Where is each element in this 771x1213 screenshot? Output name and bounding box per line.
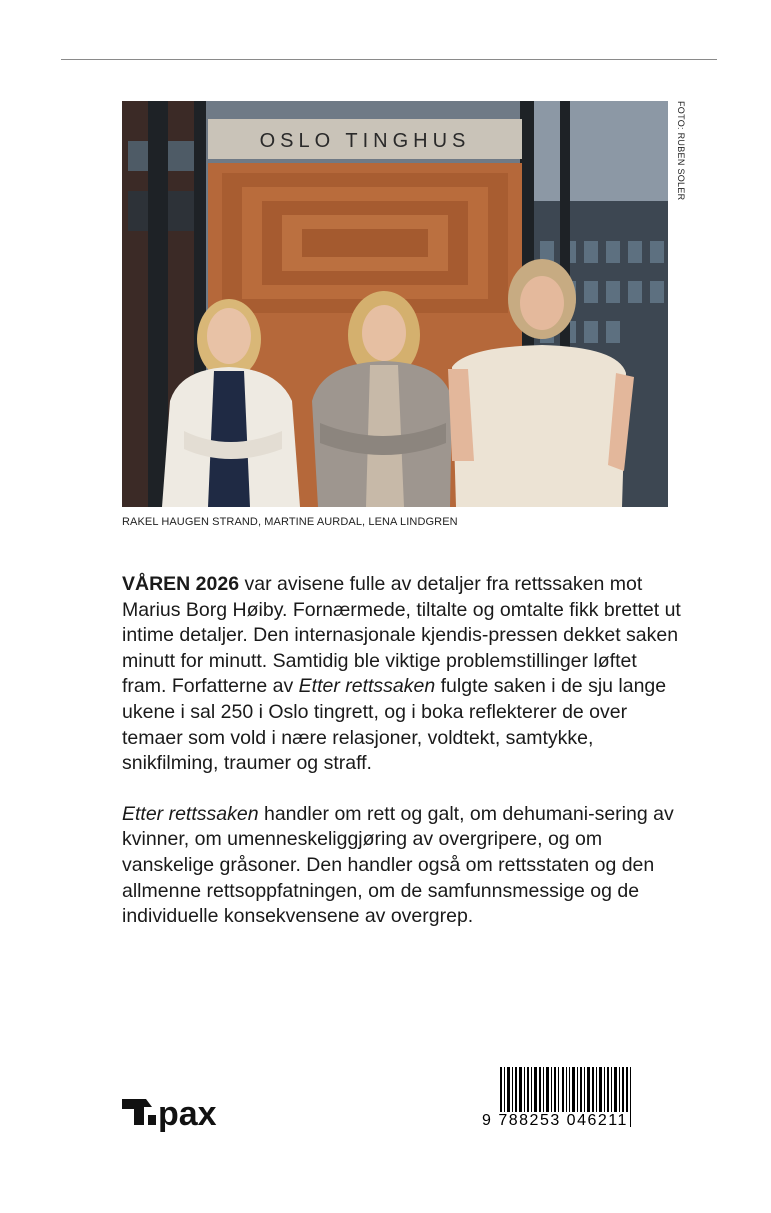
photo-credit: FOTO: RUBEN SOLER <box>676 101 686 201</box>
blurb-text: handler om rett og galt, om dehumani-sering av kvinner, om umenneskeliggjøring av overgripere, og om vanskelige gråsoner. Den handler også om rettsstaten og den allmenne rettsoppfatningen, om de samfunnsmessige og de individuelle konsekvensene av overgrep. <box>122 802 674 928</box>
book-title-inline: Etter rettssaken <box>122 802 259 825</box>
publisher-name: pax <box>158 1095 217 1133</box>
publisher-logo <box>122 1095 234 1140</box>
photo-caption: RAKEL HAUGEN STRAND, MARTINE AURDAL, LENA LINDGREN <box>122 516 458 528</box>
author-photo <box>122 101 668 507</box>
blurb-paragraph-1 <box>122 572 682 777</box>
blurb-text: var avisene fulle av detaljer fra rettssaken mot Marius Borg Høiby. Fornærmede, tiltalte og omtalte fikk brettet ut intime detaljer. Den internasjonale kjendis-pressen dekket saken minutt for minutt. Samtidig ble viktige problemstillinger løftet fram. Forfatterne av <box>122 573 681 698</box>
blurb-lead: VÅREN 2026 <box>122 573 240 595</box>
isbn-number: 9 788253 046211 <box>482 1112 628 1129</box>
book-title-inline: Etter rettssaken <box>298 675 436 698</box>
blurb-text: fulgte saken i de sju lange ukene i sal 250 i Oslo tingrett, og i boka reflekterer de over temaer som vold i nære relasjoner, voldtekt, samtykke, snikfilming, traumer og straff. <box>122 675 667 775</box>
top-divider <box>61 59 717 60</box>
building-sign: OSLO TINGHUS <box>259 130 471 152</box>
back-cover-blurb <box>122 572 682 955</box>
blurb-paragraph-2 <box>122 802 682 930</box>
